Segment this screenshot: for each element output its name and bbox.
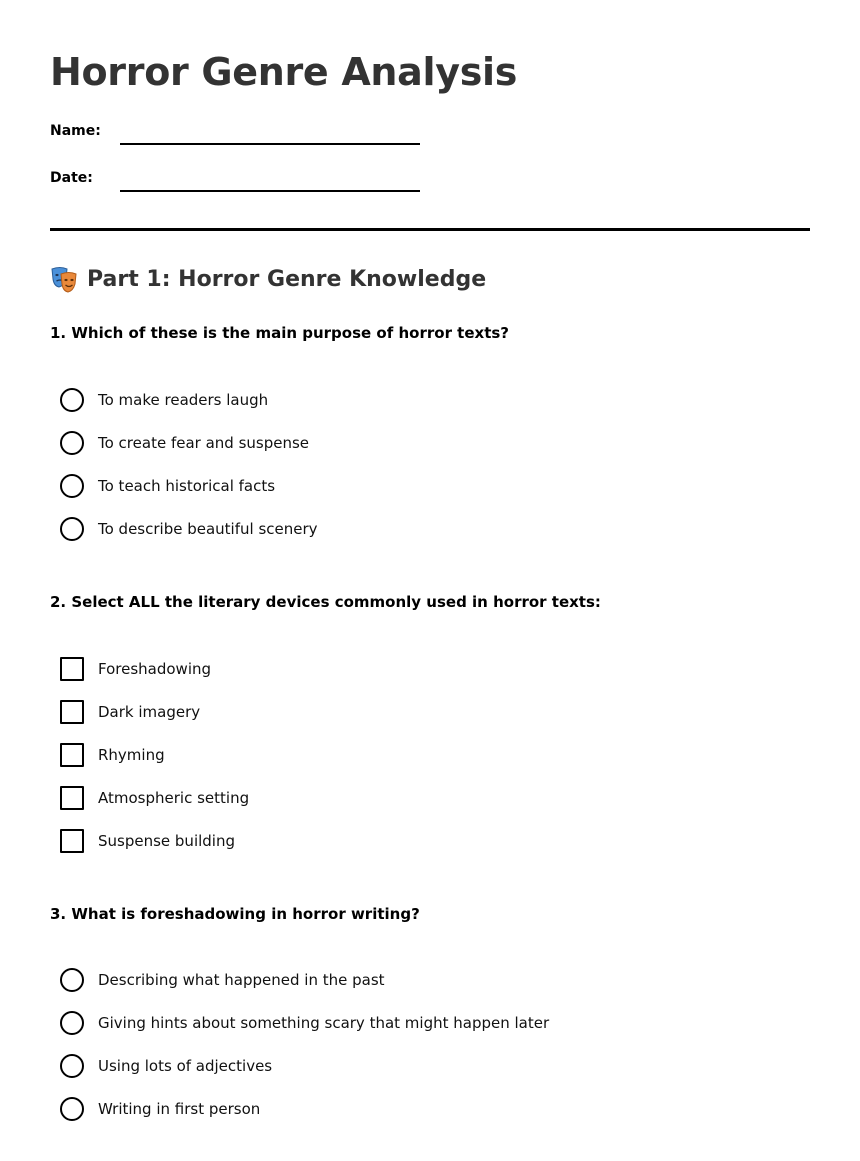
q3-option-3[interactable] bbox=[60, 1053, 272, 1079]
date-input-line[interactable] bbox=[120, 190, 420, 192]
radio-button[interactable] bbox=[60, 517, 84, 541]
performing-arts-masks-icon bbox=[50, 265, 78, 293]
radio-button[interactable] bbox=[60, 968, 84, 992]
part1-heading bbox=[50, 265, 486, 293]
option-label: Writing in first person bbox=[98, 1100, 261, 1118]
part1-heading-text: Part 1: Horror Genre Knowledge bbox=[87, 266, 487, 292]
page-title: Horror Genre Analysis bbox=[50, 50, 518, 94]
checkbox[interactable] bbox=[60, 700, 84, 724]
checkbox[interactable] bbox=[60, 786, 84, 810]
option-label: To make readers laugh bbox=[98, 391, 269, 409]
option-label: Dark imagery bbox=[98, 703, 201, 721]
date-field bbox=[50, 170, 470, 200]
option-label: Using lots of adjectives bbox=[98, 1057, 273, 1075]
checkbox[interactable] bbox=[60, 657, 84, 681]
q2-option-4[interactable] bbox=[60, 785, 249, 811]
q1-option-3[interactable] bbox=[60, 473, 275, 499]
radio-button[interactable] bbox=[60, 431, 84, 455]
q1-option-4[interactable] bbox=[60, 516, 318, 542]
option-label: To describe beautiful scenery bbox=[98, 520, 318, 538]
q2-option-1[interactable] bbox=[60, 656, 211, 682]
radio-button[interactable] bbox=[60, 1097, 84, 1121]
option-label: Suspense building bbox=[98, 832, 235, 850]
name-label: Name: bbox=[50, 123, 101, 139]
q1-option-2[interactable] bbox=[60, 430, 309, 456]
name-input-line[interactable] bbox=[120, 143, 420, 145]
q3-option-1[interactable] bbox=[60, 967, 385, 993]
radio-button[interactable] bbox=[60, 1011, 84, 1035]
option-label: Giving hints about something scary that might happen later bbox=[98, 1014, 550, 1032]
option-label: To teach historical facts bbox=[98, 477, 276, 495]
checkbox[interactable] bbox=[60, 743, 84, 767]
date-label: Date: bbox=[50, 170, 93, 186]
option-label: Foreshadowing bbox=[98, 660, 212, 678]
option-label: Describing what happened in the past bbox=[98, 971, 385, 989]
q3-option-2[interactable] bbox=[60, 1010, 549, 1036]
question-2: 2. Select ALL the literary devices commonly used in horror texts: bbox=[50, 593, 601, 611]
question-1: 1. Which of these is the main purpose of horror texts? bbox=[50, 324, 510, 342]
name-field bbox=[50, 123, 470, 153]
header-divider bbox=[50, 228, 810, 231]
q1-option-1[interactable] bbox=[60, 387, 268, 413]
question-3: 3. What is foreshadowing in horror writing? bbox=[50, 905, 420, 923]
option-label: Atmospheric setting bbox=[98, 789, 250, 807]
radio-button[interactable] bbox=[60, 388, 84, 412]
radio-button[interactable] bbox=[60, 474, 84, 498]
q3-option-4[interactable] bbox=[60, 1096, 260, 1122]
option-label: To create fear and suspense bbox=[98, 434, 310, 452]
checkbox[interactable] bbox=[60, 829, 84, 853]
radio-button[interactable] bbox=[60, 1054, 84, 1078]
q2-option-3[interactable] bbox=[60, 742, 165, 768]
q2-option-5[interactable] bbox=[60, 828, 235, 854]
q2-option-2[interactable] bbox=[60, 699, 200, 725]
option-label: Rhyming bbox=[98, 746, 165, 764]
